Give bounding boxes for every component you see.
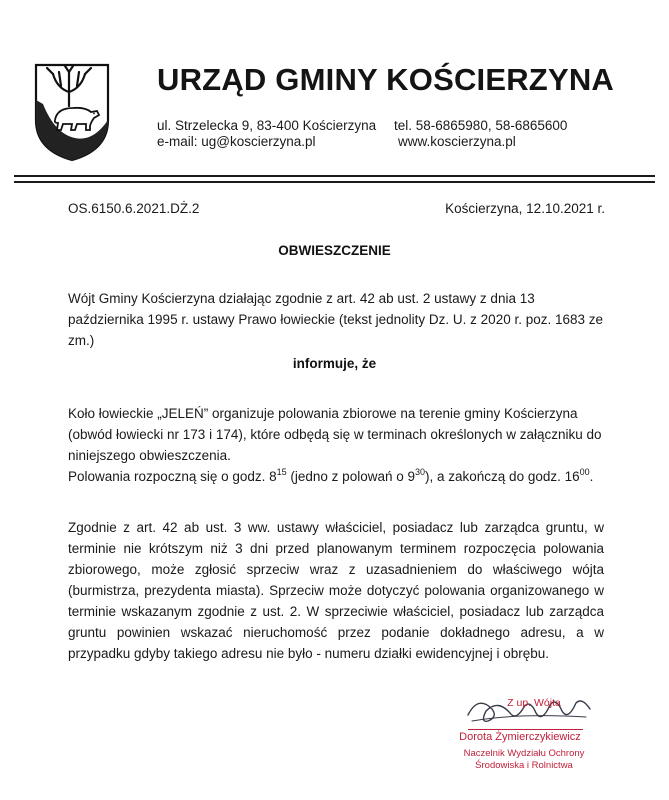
hours-suffix: ), a zakończą do godz. 16: [425, 469, 580, 484]
alt-minutes: 30: [415, 466, 426, 477]
signature-underline: [468, 729, 583, 730]
start-minutes: 15: [276, 466, 287, 477]
hunt-text: Koło łowieckie „JELEŃ” organizuje polowania zbiorowe na terenie gminy Kościerzyna (obwód łowiecki nr 173 i 174), które odbędą się w terminach określonych w załączniku do niniejszego obwieszczenia.: [68, 406, 602, 463]
hours-prefix: Polowania rozpoczną się o godz. 8: [68, 469, 277, 484]
hours-line: [68, 466, 604, 487]
intro-paragraph: [68, 288, 604, 351]
signature-stamp: [440, 697, 600, 772]
email: e-mail: ug@koscierzyna.pl: [157, 134, 316, 149]
informs-heading: informuje, że: [292, 356, 377, 371]
website: www.koscierzyna.pl: [398, 134, 516, 149]
signatory-position-2: Środowiska i Rolnictwa: [475, 760, 573, 771]
intro-text: Wójt Gminy Kościerzyna działając zgodnie z art. 42 ab ust. 2 ustawy z dnia 13 października 1995 r. ustawy Prawo łowieckie (tekst jednolity Dz. U. z 2020 r. poz. 1683 ze zm.): [68, 291, 604, 348]
signatory-name: Dorota Żymierczykiewicz: [459, 731, 581, 743]
hours-end: .: [589, 469, 594, 484]
objection-text: Zgodnie z art. 42 ab ust. 3 ww. ustawy właściciel, posiadacz lub zarządca gruntu, w terminie nie krótszym niż 3 dni przed planowanym terminem rozpoczęcia polowania zbiorowego, może zgłosić sprzeciw wraz z uzasadnieniem do właściwego wójta (burmistrza, prezydenta miasta). Sprzeciw może dotyczyć polowania organizowanego w terminie wskazanym zgodnie z ust. 2. W sprzeciwie właściciel, posiadacz lub zarządca gruntu powinien wskazać nieruchomość przez podanie dokładnego adresu, a w przypadku gdyby takiego adresu nie było - numeru działki ewidencyjnej i obrębu.: [68, 520, 604, 661]
objection-paragraph: [68, 517, 604, 664]
header-rule-bottom: [14, 181, 655, 183]
on-behalf-label: Z up. Wójta: [507, 697, 561, 709]
phone: tel. 58-6865980, 58-6865600: [394, 118, 568, 133]
header-rule-top: [14, 175, 655, 177]
hunt-paragraph: [68, 403, 604, 487]
coat-of-arms-bear-icon: [33, 62, 111, 162]
place-date: Kościerzyna, 12.10.2021 r.: [445, 201, 605, 216]
address: ul. Strzelecka 9, 83-400 Kościerzyna: [157, 118, 377, 133]
document-heading: OBWIESZCZENIE: [278, 243, 391, 258]
end-minutes: 00: [579, 466, 590, 477]
reference-number: OS.6150.6.2021.DŻ.2: [68, 201, 200, 216]
signatory-position-1: Naczelnik Wydziału Ochrony: [463, 748, 585, 759]
office-title: URZĄD GMINY KOŚCIERZYNA: [157, 62, 614, 97]
hours-middle: (jedno z polowań o 9: [286, 469, 415, 484]
